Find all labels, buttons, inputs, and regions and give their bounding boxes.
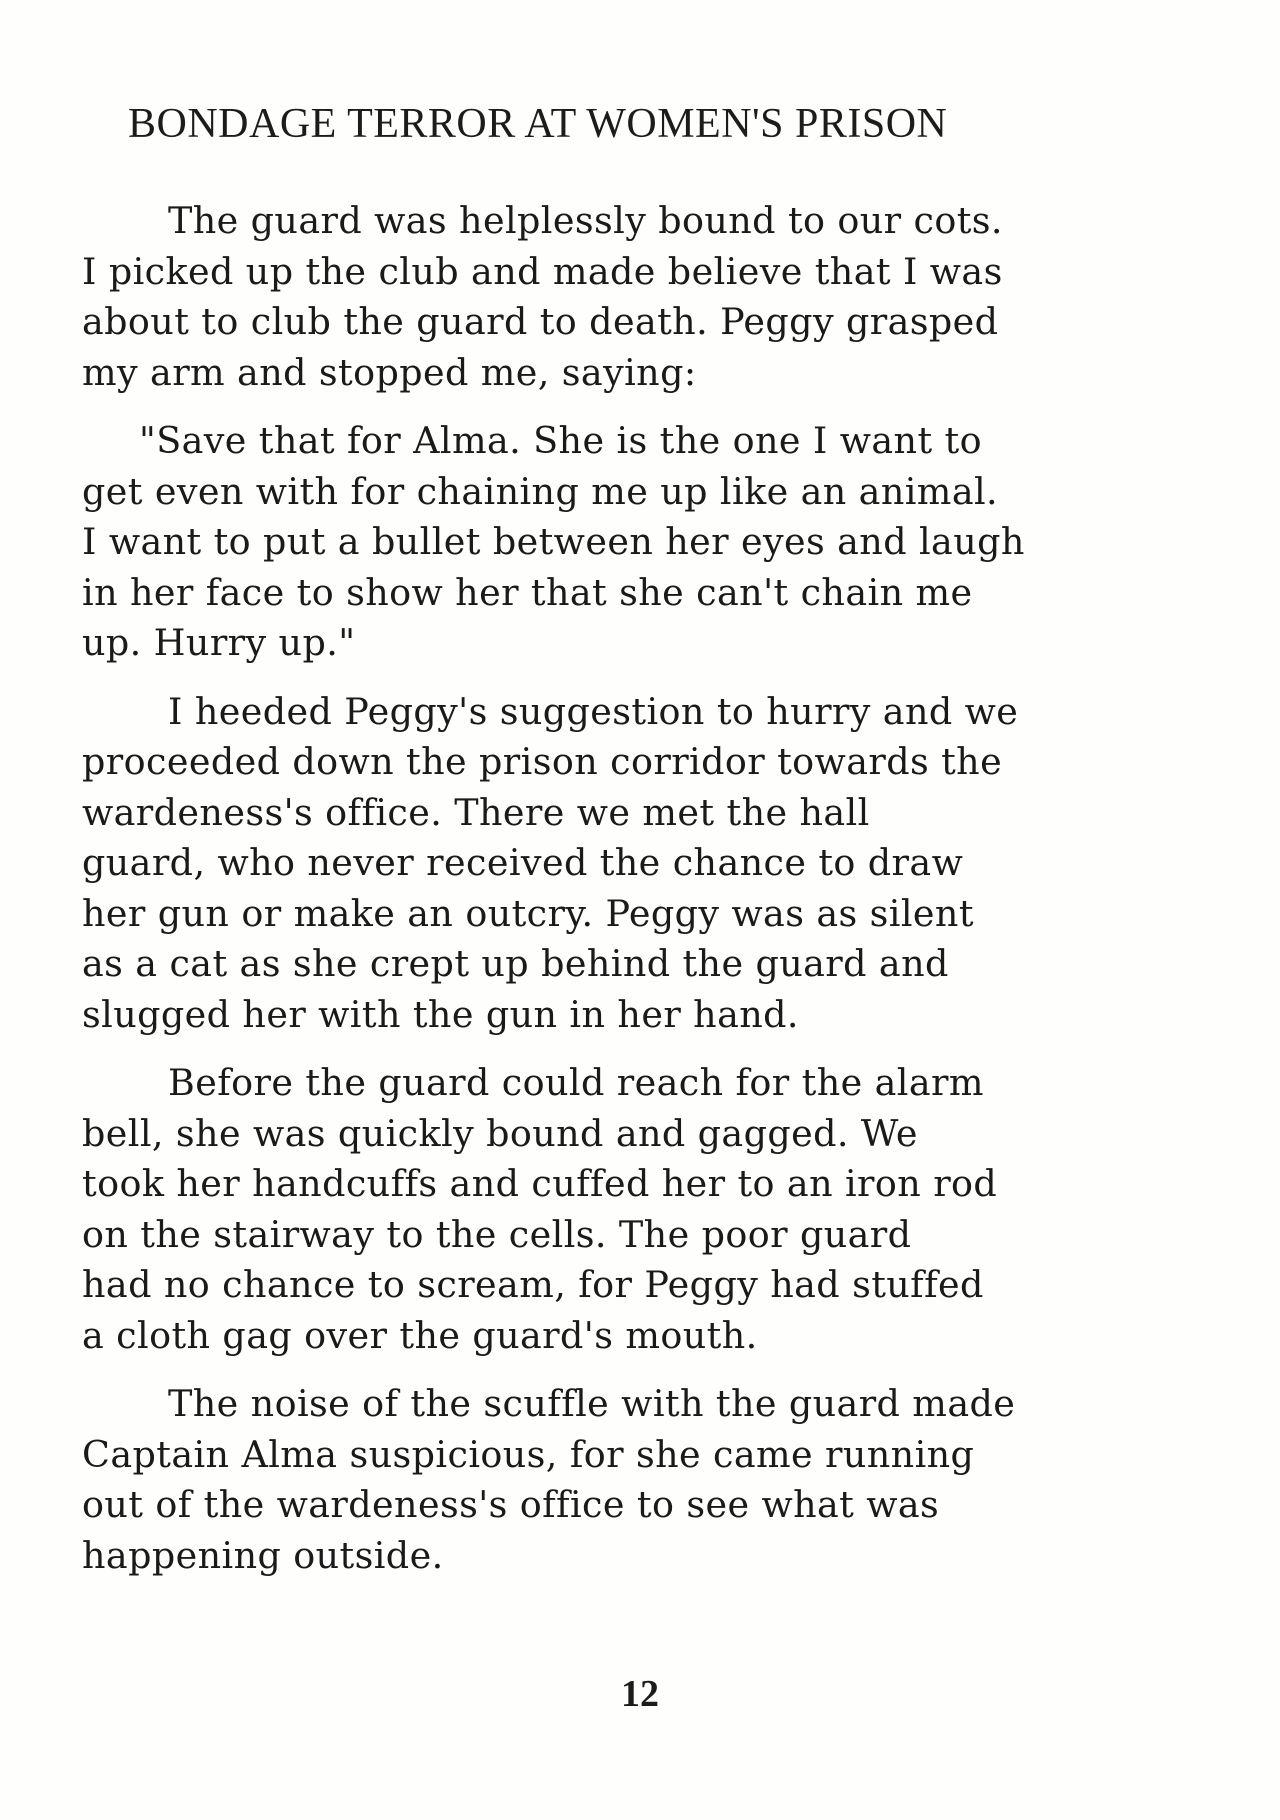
text-line: out of the wardeness's office to see what was — [82, 1483, 940, 1526]
text-line: on the stairway to the cells. The poor guard — [82, 1212, 912, 1256]
text-line: I heeded Peggy's suggestion to hurry and we — [168, 689, 1019, 733]
text-line: get even with for chaining me up like an animal. — [82, 469, 999, 513]
text-line: I picked up the club and made believe that I was — [82, 249, 1003, 293]
text-line: wardeness's office. There we met the hall — [82, 790, 870, 834]
body-text — [82, 196, 1202, 1599]
text-line: a cloth gag over the guard's mouth. — [82, 1313, 758, 1357]
text-line: Captain Alma suspicious, for she came running — [82, 1432, 975, 1476]
paragraph-4 — [82, 1058, 1202, 1361]
text-line: about to club the guard to death. Peggy grasped — [82, 300, 999, 343]
text-line: took her handcuffs and cuffed her to an iron rod — [82, 1162, 998, 1205]
text-line: as a cat as she crept up behind the guard and — [82, 942, 949, 985]
paragraph-3 — [82, 687, 1202, 1041]
text-line: in her face to show her that she can't chain me — [82, 570, 973, 614]
paragraph-5 — [82, 1379, 1202, 1581]
text-line: "Save that for Alma. She is the one I want to — [139, 419, 982, 462]
text-line: bell, she was quickly bound and gagged. We — [82, 1111, 918, 1155]
text-line: up. Hurry up." — [82, 621, 356, 664]
text-line: her gun or make an outcry. Peggy was as silent — [82, 891, 974, 935]
paragraph-2 — [82, 416, 1202, 669]
text-line: Before the guard could reach for the alarm — [168, 1061, 984, 1104]
page-number: 12 — [621, 1673, 659, 1715]
text-line: slugged her with the gun in her hand. — [82, 992, 799, 1036]
text-line: happening outside. — [82, 1533, 444, 1577]
text-line: I want to put a bullet between her eyes and laugh — [82, 520, 1025, 563]
text-line: The noise of the scuffle with the guard made — [168, 1382, 1016, 1425]
text-line: proceeded down the prison corridor towards the — [82, 740, 1003, 783]
paragraph-1 — [82, 196, 1202, 398]
text-line: had no chance to scream, for Peggy had stuffed — [82, 1263, 984, 1306]
text-line: my arm and stopped me, saying: — [82, 350, 697, 394]
text-line: guard, who never received the chance to draw — [82, 841, 964, 884]
text-line: The guard was helplessly bound to our cots. — [168, 199, 1003, 242]
running-head: BONDAGE TERROR AT WOMEN'S PRISON — [128, 101, 948, 147]
